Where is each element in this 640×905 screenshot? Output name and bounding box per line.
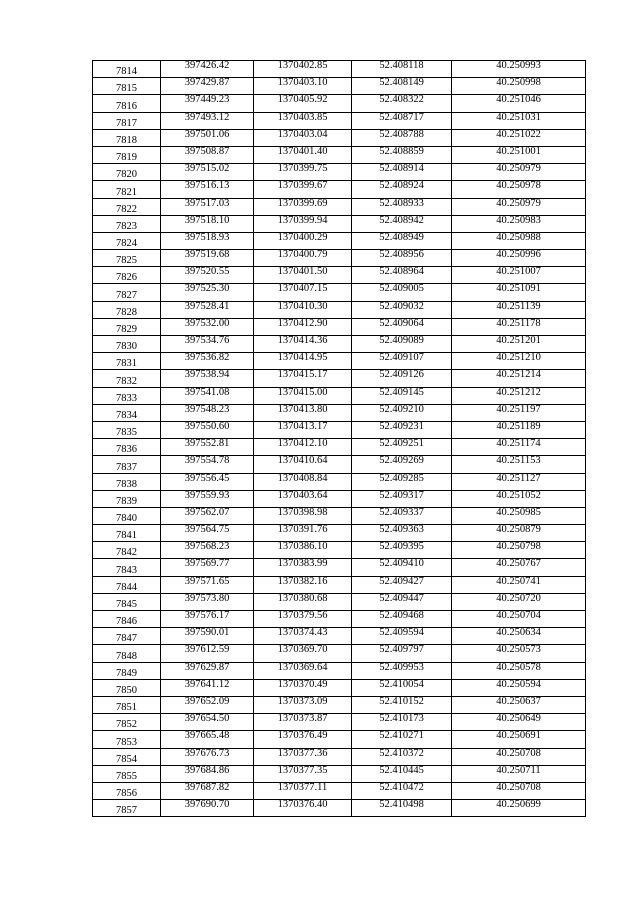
latitude-cell: 52.409089 [352, 336, 452, 353]
point-number-cell: 7840 [93, 507, 161, 524]
easting-cell: 397536.82 [161, 353, 254, 370]
point-number-cell: 7820 [93, 164, 161, 181]
latitude-cell: 52.409953 [352, 662, 452, 679]
longitude-cell: 40.250708 [452, 748, 586, 765]
northing-cell: 1370370.49 [254, 679, 352, 696]
point-number-cell: 7856 [93, 782, 161, 799]
latitude-cell: 52.408964 [352, 267, 452, 284]
latitude-cell: 52.409107 [352, 353, 452, 370]
table-row [93, 198, 586, 215]
latitude-cell: 52.409251 [352, 439, 452, 456]
easting-cell: 397449.23 [161, 95, 254, 112]
longitude-cell: 40.250978 [452, 181, 586, 198]
point-number-cell: 7841 [93, 525, 161, 542]
easting-cell: 397552.81 [161, 439, 254, 456]
table-row [93, 576, 586, 593]
table-row [93, 215, 586, 232]
longitude-cell: 40.250708 [452, 782, 586, 799]
point-number-cell: 7832 [93, 370, 161, 387]
latitude-cell: 52.408933 [352, 198, 452, 215]
northing-cell: 1370405.92 [254, 95, 352, 112]
northing-cell: 1370386.10 [254, 542, 352, 559]
northing-cell: 1370373.09 [254, 696, 352, 713]
longitude-cell: 40.251189 [452, 421, 586, 438]
northing-cell: 1370401.50 [254, 267, 352, 284]
longitude-cell: 40.250691 [452, 731, 586, 748]
latitude-cell: 52.409285 [352, 473, 452, 490]
point-number-cell: 7833 [93, 387, 161, 404]
longitude-cell: 40.251022 [452, 129, 586, 146]
easting-cell: 397569.77 [161, 559, 254, 576]
point-number-cell: 7838 [93, 473, 161, 490]
northing-cell: 1370412.10 [254, 439, 352, 456]
longitude-cell: 40.251127 [452, 473, 586, 490]
table-row [93, 456, 586, 473]
easting-cell: 397525.30 [161, 284, 254, 301]
northing-cell: 1370415.17 [254, 370, 352, 387]
point-number-cell: 7851 [93, 696, 161, 713]
point-number-cell: 7837 [93, 456, 161, 473]
latitude-cell: 52.409427 [352, 576, 452, 593]
northing-cell: 1370413.80 [254, 404, 352, 421]
easting-cell: 397559.93 [161, 490, 254, 507]
northing-cell: 1370382.16 [254, 576, 352, 593]
northing-cell: 1370369.64 [254, 662, 352, 679]
northing-cell: 1370413.17 [254, 421, 352, 438]
point-number-cell: 7823 [93, 215, 161, 232]
point-number-cell: 7847 [93, 628, 161, 645]
longitude-cell: 40.250996 [452, 250, 586, 267]
easting-cell: 397520.55 [161, 267, 254, 284]
table-row [93, 748, 586, 765]
latitude-cell: 52.409269 [352, 456, 452, 473]
northing-cell: 1370373.87 [254, 714, 352, 731]
longitude-cell: 40.251212 [452, 387, 586, 404]
latitude-cell: 52.408949 [352, 232, 452, 249]
easting-cell: 397528.41 [161, 301, 254, 318]
latitude-cell: 52.408956 [352, 250, 452, 267]
longitude-cell: 40.250594 [452, 679, 586, 696]
table-row [93, 662, 586, 679]
table-row [93, 490, 586, 507]
point-number-cell: 7824 [93, 232, 161, 249]
point-number-cell: 7846 [93, 611, 161, 628]
point-number-cell: 7830 [93, 336, 161, 353]
table-row [93, 95, 586, 112]
table-row [93, 611, 586, 628]
table-row [93, 765, 586, 782]
longitude-cell: 40.250711 [452, 765, 586, 782]
latitude-cell: 52.409064 [352, 318, 452, 335]
easting-cell: 397518.93 [161, 232, 254, 249]
longitude-cell: 40.250634 [452, 628, 586, 645]
easting-cell: 397571.65 [161, 576, 254, 593]
point-number-cell: 7829 [93, 318, 161, 335]
northing-cell: 1370402.85 [254, 61, 352, 78]
northing-cell: 1370403.10 [254, 78, 352, 95]
latitude-cell: 52.410173 [352, 714, 452, 731]
easting-cell: 397426.42 [161, 61, 254, 78]
northing-cell: 1370399.69 [254, 198, 352, 215]
table-row [93, 232, 586, 249]
easting-cell: 397556.45 [161, 473, 254, 490]
table-row [93, 542, 586, 559]
easting-cell: 397576.17 [161, 611, 254, 628]
longitude-cell: 40.250988 [452, 232, 586, 249]
latitude-cell: 52.408914 [352, 164, 452, 181]
northing-cell: 1370400.79 [254, 250, 352, 267]
easting-cell: 397519.68 [161, 250, 254, 267]
latitude-cell: 52.408717 [352, 112, 452, 129]
point-number-cell: 7835 [93, 421, 161, 438]
easting-cell: 397534.76 [161, 336, 254, 353]
easting-cell: 397684.86 [161, 765, 254, 782]
northing-cell: 1370412.90 [254, 318, 352, 335]
point-number-cell: 7842 [93, 542, 161, 559]
easting-cell: 397612.59 [161, 645, 254, 662]
coordinate-table [92, 60, 586, 817]
point-number-cell: 7848 [93, 645, 161, 662]
longitude-cell: 40.250998 [452, 78, 586, 95]
table-row [93, 782, 586, 799]
point-number-cell: 7852 [93, 714, 161, 731]
easting-cell: 397493.12 [161, 112, 254, 129]
table-row [93, 181, 586, 198]
northing-cell: 1370400.29 [254, 232, 352, 249]
table-row [93, 129, 586, 146]
longitude-cell: 40.250979 [452, 164, 586, 181]
latitude-cell: 52.410271 [352, 731, 452, 748]
longitude-cell: 40.250573 [452, 645, 586, 662]
latitude-cell: 52.410152 [352, 696, 452, 713]
table-row [93, 164, 586, 181]
northing-cell: 1370414.36 [254, 336, 352, 353]
northing-cell: 1370377.35 [254, 765, 352, 782]
table-row [93, 250, 586, 267]
point-number-cell: 7814 [93, 61, 161, 78]
table-row [93, 507, 586, 524]
point-number-cell: 7816 [93, 95, 161, 112]
longitude-cell: 40.250767 [452, 559, 586, 576]
northing-cell: 1370391.76 [254, 525, 352, 542]
longitude-cell: 40.251139 [452, 301, 586, 318]
northing-cell: 1370399.94 [254, 215, 352, 232]
northing-cell: 1370410.64 [254, 456, 352, 473]
point-number-cell: 7826 [93, 267, 161, 284]
longitude-cell: 40.250704 [452, 611, 586, 628]
easting-cell: 397629.87 [161, 662, 254, 679]
easting-cell: 397676.73 [161, 748, 254, 765]
longitude-cell: 40.251174 [452, 439, 586, 456]
point-number-cell: 7822 [93, 198, 161, 215]
point-number-cell: 7825 [93, 250, 161, 267]
table-row [93, 421, 586, 438]
longitude-cell: 40.251052 [452, 490, 586, 507]
table-row [93, 593, 586, 610]
longitude-cell: 40.251214 [452, 370, 586, 387]
table-row [93, 112, 586, 129]
longitude-cell: 40.250720 [452, 593, 586, 610]
northing-cell: 1370407.15 [254, 284, 352, 301]
latitude-cell: 52.410445 [352, 765, 452, 782]
table-row [93, 61, 586, 78]
latitude-cell: 52.409363 [352, 525, 452, 542]
latitude-cell: 52.409594 [352, 628, 452, 645]
latitude-cell: 52.409410 [352, 559, 452, 576]
latitude-cell: 52.409395 [352, 542, 452, 559]
latitude-cell: 52.409468 [352, 611, 452, 628]
latitude-cell: 52.408118 [352, 61, 452, 78]
latitude-cell: 52.409447 [352, 593, 452, 610]
table-row [93, 559, 586, 576]
easting-cell: 397515.02 [161, 164, 254, 181]
point-number-cell: 7828 [93, 301, 161, 318]
easting-cell: 397517.03 [161, 198, 254, 215]
easting-cell: 397508.87 [161, 146, 254, 163]
latitude-cell: 52.409797 [352, 645, 452, 662]
longitude-cell: 40.251031 [452, 112, 586, 129]
longitude-cell: 40.250699 [452, 800, 586, 817]
longitude-cell: 40.250979 [452, 198, 586, 215]
longitude-cell: 40.250879 [452, 525, 586, 542]
easting-cell: 397541.08 [161, 387, 254, 404]
northing-cell: 1370415.00 [254, 387, 352, 404]
longitude-cell: 40.251153 [452, 456, 586, 473]
northing-cell: 1370414.95 [254, 353, 352, 370]
longitude-cell: 40.251210 [452, 353, 586, 370]
latitude-cell: 52.409126 [352, 370, 452, 387]
latitude-cell: 52.408859 [352, 146, 452, 163]
latitude-cell: 52.408149 [352, 78, 452, 95]
point-number-cell: 7843 [93, 559, 161, 576]
northing-cell: 1370374.43 [254, 628, 352, 645]
table-row [93, 404, 586, 421]
table-row [93, 267, 586, 284]
longitude-cell: 40.250985 [452, 507, 586, 524]
latitude-cell: 52.408322 [352, 95, 452, 112]
easting-cell: 397516.13 [161, 181, 254, 198]
table-row [93, 525, 586, 542]
longitude-cell: 40.251201 [452, 336, 586, 353]
easting-cell: 397573.80 [161, 593, 254, 610]
latitude-cell: 52.409317 [352, 490, 452, 507]
point-number-cell: 7831 [93, 353, 161, 370]
latitude-cell: 52.410372 [352, 748, 452, 765]
table-row [93, 731, 586, 748]
longitude-cell: 40.250798 [452, 542, 586, 559]
point-number-cell: 7853 [93, 731, 161, 748]
longitude-cell: 40.250637 [452, 696, 586, 713]
point-number-cell: 7819 [93, 146, 161, 163]
northing-cell: 1370380.68 [254, 593, 352, 610]
point-number-cell: 7850 [93, 679, 161, 696]
latitude-cell: 52.408942 [352, 215, 452, 232]
easting-cell: 397429.87 [161, 78, 254, 95]
table-row [93, 78, 586, 95]
northing-cell: 1370369.70 [254, 645, 352, 662]
longitude-cell: 40.250578 [452, 662, 586, 679]
easting-cell: 397562.07 [161, 507, 254, 524]
easting-cell: 397687.82 [161, 782, 254, 799]
table-row [93, 336, 586, 353]
longitude-cell: 40.251197 [452, 404, 586, 421]
point-number-cell: 7854 [93, 748, 161, 765]
longitude-cell: 40.250993 [452, 61, 586, 78]
longitude-cell: 40.251091 [452, 284, 586, 301]
table-row [93, 318, 586, 335]
easting-cell: 397554.78 [161, 456, 254, 473]
point-number-cell: 7817 [93, 112, 161, 129]
northing-cell: 1370379.56 [254, 611, 352, 628]
latitude-cell: 52.409145 [352, 387, 452, 404]
easting-cell: 397590.01 [161, 628, 254, 645]
easting-cell: 397690.70 [161, 800, 254, 817]
point-number-cell: 7839 [93, 490, 161, 507]
point-number-cell: 7857 [93, 800, 161, 817]
table-row [93, 645, 586, 662]
northing-cell: 1370377.36 [254, 748, 352, 765]
northing-cell: 1370408.84 [254, 473, 352, 490]
point-number-cell: 7849 [93, 662, 161, 679]
point-number-cell: 7821 [93, 181, 161, 198]
point-number-cell: 7844 [93, 576, 161, 593]
coordinate-table-container [92, 60, 586, 817]
longitude-cell: 40.251007 [452, 267, 586, 284]
easting-cell: 397652.09 [161, 696, 254, 713]
table-row [93, 473, 586, 490]
easting-cell: 397532.00 [161, 318, 254, 335]
latitude-cell: 52.409337 [352, 507, 452, 524]
table-row [93, 353, 586, 370]
northing-cell: 1370398.98 [254, 507, 352, 524]
table-row [93, 387, 586, 404]
longitude-cell: 40.250649 [452, 714, 586, 731]
point-number-cell: 7815 [93, 78, 161, 95]
latitude-cell: 52.409231 [352, 421, 452, 438]
latitude-cell: 52.410054 [352, 679, 452, 696]
easting-cell: 397538.94 [161, 370, 254, 387]
table-row [93, 679, 586, 696]
table-row [93, 628, 586, 645]
latitude-cell: 52.409032 [352, 301, 452, 318]
longitude-cell: 40.251001 [452, 146, 586, 163]
latitude-cell: 52.409210 [352, 404, 452, 421]
latitude-cell: 52.410472 [352, 782, 452, 799]
northing-cell: 1370377.11 [254, 782, 352, 799]
northing-cell: 1370401.40 [254, 146, 352, 163]
northing-cell: 1370410.30 [254, 301, 352, 318]
easting-cell: 397518.10 [161, 215, 254, 232]
northing-cell: 1370403.85 [254, 112, 352, 129]
northing-cell: 1370399.75 [254, 164, 352, 181]
point-number-cell: 7855 [93, 765, 161, 782]
point-number-cell: 7818 [93, 129, 161, 146]
northing-cell: 1370403.04 [254, 129, 352, 146]
longitude-cell: 40.250741 [452, 576, 586, 593]
longitude-cell: 40.251046 [452, 95, 586, 112]
table-row [93, 301, 586, 318]
table-row [93, 370, 586, 387]
northing-cell: 1370376.49 [254, 731, 352, 748]
table-row [93, 800, 586, 817]
easting-cell: 397654.50 [161, 714, 254, 731]
easting-cell: 397550.60 [161, 421, 254, 438]
northing-cell: 1370383.99 [254, 559, 352, 576]
latitude-cell: 52.409005 [352, 284, 452, 301]
table-row [93, 439, 586, 456]
easting-cell: 397665.48 [161, 731, 254, 748]
latitude-cell: 52.410498 [352, 800, 452, 817]
point-number-cell: 7827 [93, 284, 161, 301]
easting-cell: 397641.12 [161, 679, 254, 696]
latitude-cell: 52.408924 [352, 181, 452, 198]
easting-cell: 397564.75 [161, 525, 254, 542]
table-row [93, 146, 586, 163]
longitude-cell: 40.250983 [452, 215, 586, 232]
easting-cell: 397501.06 [161, 129, 254, 146]
table-body [93, 61, 586, 817]
easting-cell: 397568.23 [161, 542, 254, 559]
table-row [93, 284, 586, 301]
northing-cell: 1370376.40 [254, 800, 352, 817]
longitude-cell: 40.251178 [452, 318, 586, 335]
northing-cell: 1370399.67 [254, 181, 352, 198]
point-number-cell: 7845 [93, 593, 161, 610]
latitude-cell: 52.408788 [352, 129, 452, 146]
northing-cell: 1370403.64 [254, 490, 352, 507]
table-row [93, 696, 586, 713]
point-number-cell: 7834 [93, 404, 161, 421]
point-number-cell: 7836 [93, 439, 161, 456]
table-row [93, 714, 586, 731]
easting-cell: 397548.23 [161, 404, 254, 421]
